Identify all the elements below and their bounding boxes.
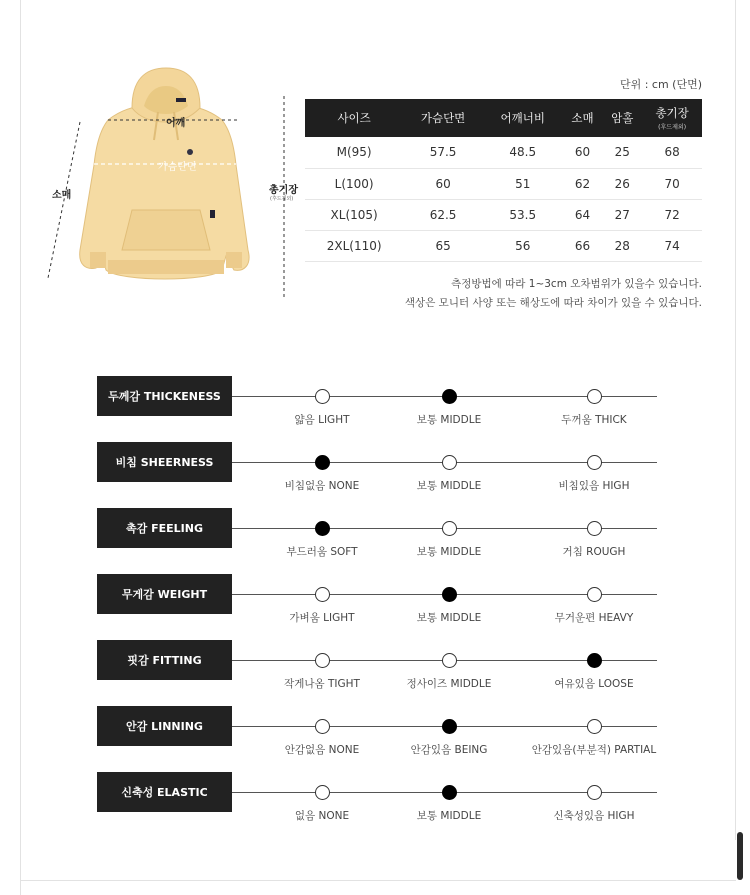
table-cell: 56 — [483, 230, 563, 261]
table-cell: 64 — [563, 199, 603, 230]
option-label: 정사이즈 MIDDLE — [406, 678, 492, 690]
frame-bottom-border — [20, 880, 736, 881]
scale-dot — [442, 455, 457, 470]
option-label: 보통 MIDDLE — [416, 480, 482, 492]
total-length-label: 총기장 — [269, 185, 298, 196]
scale-dot — [442, 653, 457, 668]
option-label: 보통 MIDDLE — [416, 546, 482, 558]
frame-left-border — [20, 0, 21, 895]
attribute-row-fitting — [97, 640, 657, 690]
frame-right-border — [735, 0, 736, 840]
option-label: 무거운편 HEAVY — [554, 612, 634, 624]
scale-dot — [315, 389, 330, 404]
hoodie-image — [40, 60, 300, 310]
size-note: 색상은 모니터 사양 또는 해상도에 따라 차이가 있을 수 있습니다. — [404, 297, 702, 309]
attribute-row-feeling — [97, 508, 657, 558]
table-cell: 65 — [403, 230, 483, 261]
attribute-row-elastic — [97, 772, 657, 822]
option-label: 두꺼움 THICK — [561, 414, 627, 426]
option-label: 비침있음 HIGH — [558, 480, 630, 492]
header-cell: 소매 — [563, 99, 603, 137]
table-cell: 60 — [403, 168, 483, 199]
table-cell: 53.5 — [483, 199, 563, 230]
table-cell: 74 — [642, 230, 702, 261]
scale-dot — [442, 587, 457, 602]
size-notes — [380, 275, 702, 313]
table-cell: 62 — [563, 168, 603, 199]
table-cell: 26 — [602, 168, 642, 199]
table-row — [305, 168, 702, 199]
size-note: 측정방법에 따라 1~3cm 오차범위가 있을수 있습니다. — [451, 278, 702, 290]
option-label: 거침 ROUGH — [562, 546, 626, 558]
table-cell: 48.5 — [483, 137, 563, 168]
option-label: 보통 MIDDLE — [416, 414, 482, 426]
scale-dot — [315, 587, 330, 602]
option-label: 안감없음 NONE — [284, 744, 360, 756]
table-cell: 51 — [483, 168, 563, 199]
attribute-badge: 안감 LINNING — [97, 706, 232, 746]
attribute-row-sheerness — [97, 442, 657, 492]
attribute-badge: 신축성 ELASTIC — [97, 772, 232, 812]
table-cell: 27 — [602, 199, 642, 230]
table-row — [305, 230, 702, 261]
attribute-row-thickness — [97, 376, 657, 426]
header-cell: 사이즈 — [305, 99, 403, 137]
header-cell-total-length — [642, 99, 702, 137]
scale-dot — [315, 455, 330, 470]
table-cell: 60 — [563, 137, 603, 168]
option-label: 안감있음 BEING — [410, 744, 488, 756]
option-label: 가벼움 LIGHT — [289, 612, 355, 624]
scale-dot — [442, 389, 457, 404]
size-table — [305, 99, 702, 262]
total-length-note: (후드제외) — [270, 196, 294, 202]
shoulder-label: 어깨 — [166, 118, 186, 129]
table-cell: M(95) — [305, 137, 403, 168]
scale-dot — [587, 785, 602, 800]
hoodie-illustration — [40, 60, 300, 310]
chest-label: 가슴단면 — [158, 162, 197, 173]
option-label: 비침없음 NONE — [284, 480, 360, 492]
header-cell: 암홀 — [602, 99, 642, 137]
option-label: 얇음 LIGHT — [294, 414, 350, 426]
scale-dot — [315, 785, 330, 800]
attribute-badge: 무게감 WEIGHT — [97, 574, 232, 614]
scale-dot — [587, 521, 602, 536]
scale-dot — [315, 521, 330, 536]
option-label: 없음 NONE — [294, 810, 350, 822]
scale-dot — [587, 455, 602, 470]
scale-dot — [315, 653, 330, 668]
option-label: 보통 MIDDLE — [416, 810, 482, 822]
table-cell: 70 — [642, 168, 702, 199]
header-total-length-note: (후드제외) — [658, 124, 687, 131]
unit-label: 단위 : cm (단면) — [619, 78, 702, 91]
table-row — [305, 199, 702, 230]
table-cell: 62.5 — [403, 199, 483, 230]
header-cell: 가슴단면 — [403, 99, 483, 137]
table-cell: 57.5 — [403, 137, 483, 168]
scale-dot — [442, 785, 457, 800]
table-cell: 28 — [602, 230, 642, 261]
scale-dot — [587, 653, 602, 668]
option-label: 부드러움 SOFT — [286, 546, 358, 558]
option-label: 안감있음(부분적) PARTIAL — [531, 744, 657, 756]
scale-dot — [587, 389, 602, 404]
header-total-length-text: 총기장 — [655, 106, 689, 120]
attribute-row-lining — [97, 706, 657, 756]
attribute-badge: 핏감 FITTING — [97, 640, 232, 680]
table-cell: L(100) — [305, 168, 403, 199]
table-cell: XL(105) — [305, 199, 403, 230]
attribute-badge: 촉감 FEELING — [97, 508, 232, 548]
table-cell: 72 — [642, 199, 702, 230]
attribute-badge: 비침 SHEERNESS — [97, 442, 232, 482]
table-cell: 66 — [563, 230, 603, 261]
scale-dot — [587, 587, 602, 602]
table-cell: 25 — [602, 137, 642, 168]
option-label: 여유있음 LOOSE — [554, 678, 634, 690]
scale-dot — [315, 719, 330, 734]
table-cell: 2XL(110) — [305, 230, 403, 261]
scale-dot — [442, 521, 457, 536]
option-label: 신축성있음 HIGH — [553, 810, 635, 822]
attribute-row-weight — [97, 574, 657, 624]
table-cell: 68 — [642, 137, 702, 168]
attribute-badge: 두께감 THICKENESS — [97, 376, 232, 416]
scale-dot — [442, 719, 457, 734]
option-label: 보통 MIDDLE — [416, 612, 482, 624]
header-cell: 어깨너비 — [483, 99, 563, 137]
option-label: 작게나옴 TIGHT — [284, 678, 360, 690]
size-table-header — [305, 99, 702, 137]
sleeve-label: 소매 — [52, 190, 72, 201]
table-row — [305, 137, 702, 168]
scale-dot — [587, 719, 602, 734]
scrollbar-thumb[interactable] — [737, 832, 743, 880]
